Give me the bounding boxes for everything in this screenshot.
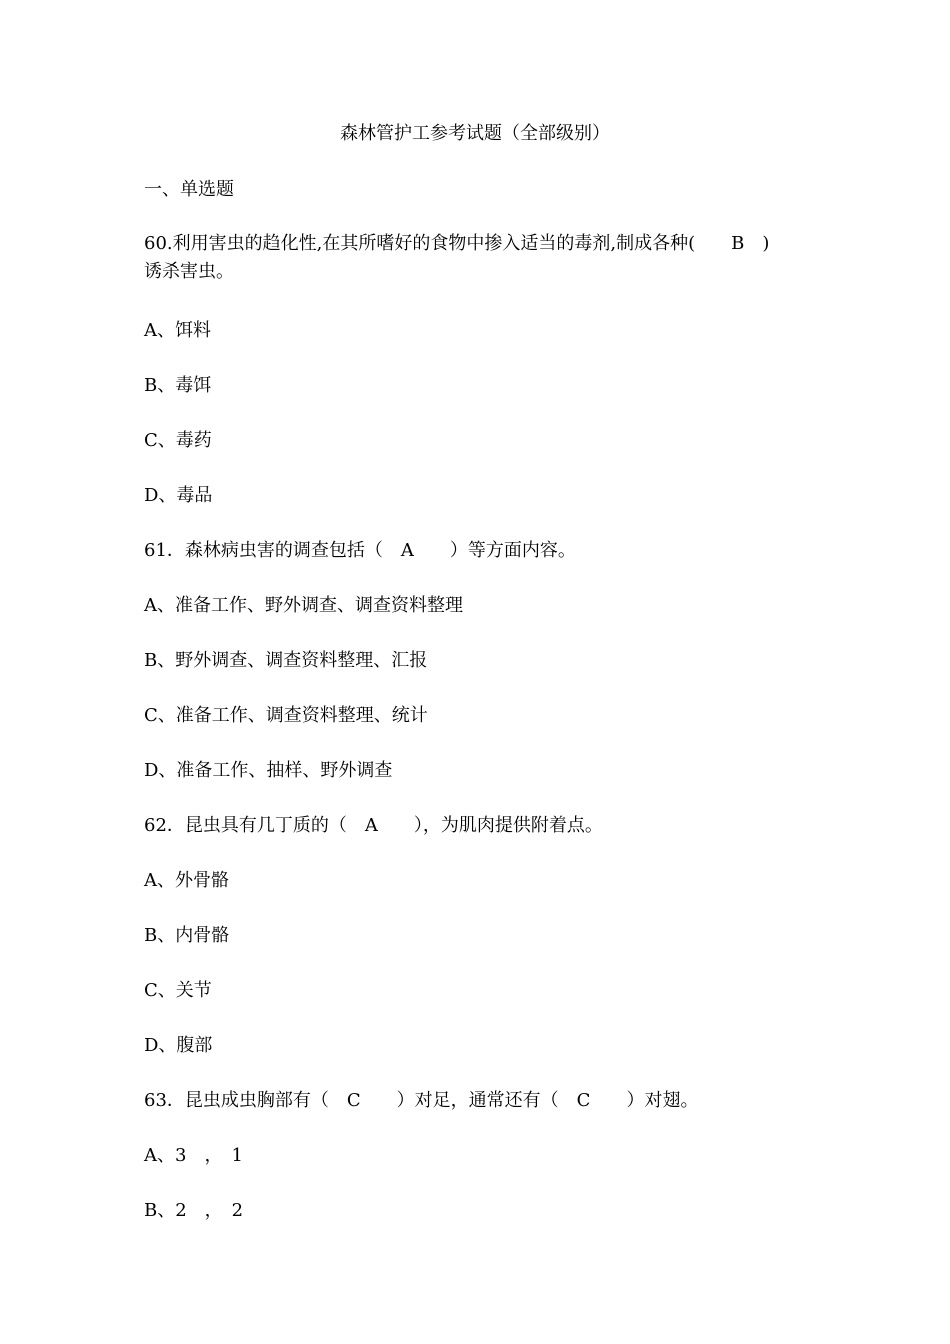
question-62-stem: 62．昆虫具有几丁质的（ A ），为肌肉提供附着点。: [144, 815, 603, 836]
question-60-option-a: A、饵料: [144, 320, 211, 341]
question-60-stem-line1: 60.利用害虫的趋化性,在其所嗜好的食物中掺入适当的毒剂,制成各种( B ): [144, 233, 770, 254]
question-60-option-d: D、毒品: [144, 485, 213, 506]
document-title: 森林管护工参考试题（全部级别）: [340, 123, 610, 144]
question-61-option-b: B、野外调查、调查资料整理、汇报: [144, 650, 428, 671]
question-61-option-d: D、准备工作、抽样、野外调查: [144, 760, 393, 781]
question-60-option-c: C、毒药: [144, 430, 212, 451]
question-61-option-c: C、准备工作、调查资料整理、统计: [144, 705, 428, 726]
question-63-stem: 63．昆虫成虫胸部有（ C ）对足，通常还有（ C ）对翅。: [144, 1090, 699, 1111]
question-62-option-a: A、外骨骼: [144, 870, 229, 891]
question-60-option-b: B、毒饵: [144, 375, 212, 396]
question-60-stem: [144, 230, 824, 286]
question-63-option-a: A、3 ， 1: [144, 1145, 243, 1166]
question-62-option-c: C、关节: [144, 980, 212, 1001]
question-62-option-d: D、腹部: [144, 1035, 213, 1056]
question-63-option-b: B、2 ， 2: [144, 1200, 244, 1221]
question-61-option-a: A、准备工作、野外调查、调查资料整理: [144, 595, 463, 616]
section-heading: 一、单选题: [144, 179, 234, 200]
question-60-stem-line2: 诱杀害虫。: [144, 261, 234, 282]
question-61-stem: 61．森林病虫害的调查包括（ A ）等方面内容。: [144, 540, 576, 561]
question-62-option-b: B、内骨骼: [144, 925, 230, 946]
